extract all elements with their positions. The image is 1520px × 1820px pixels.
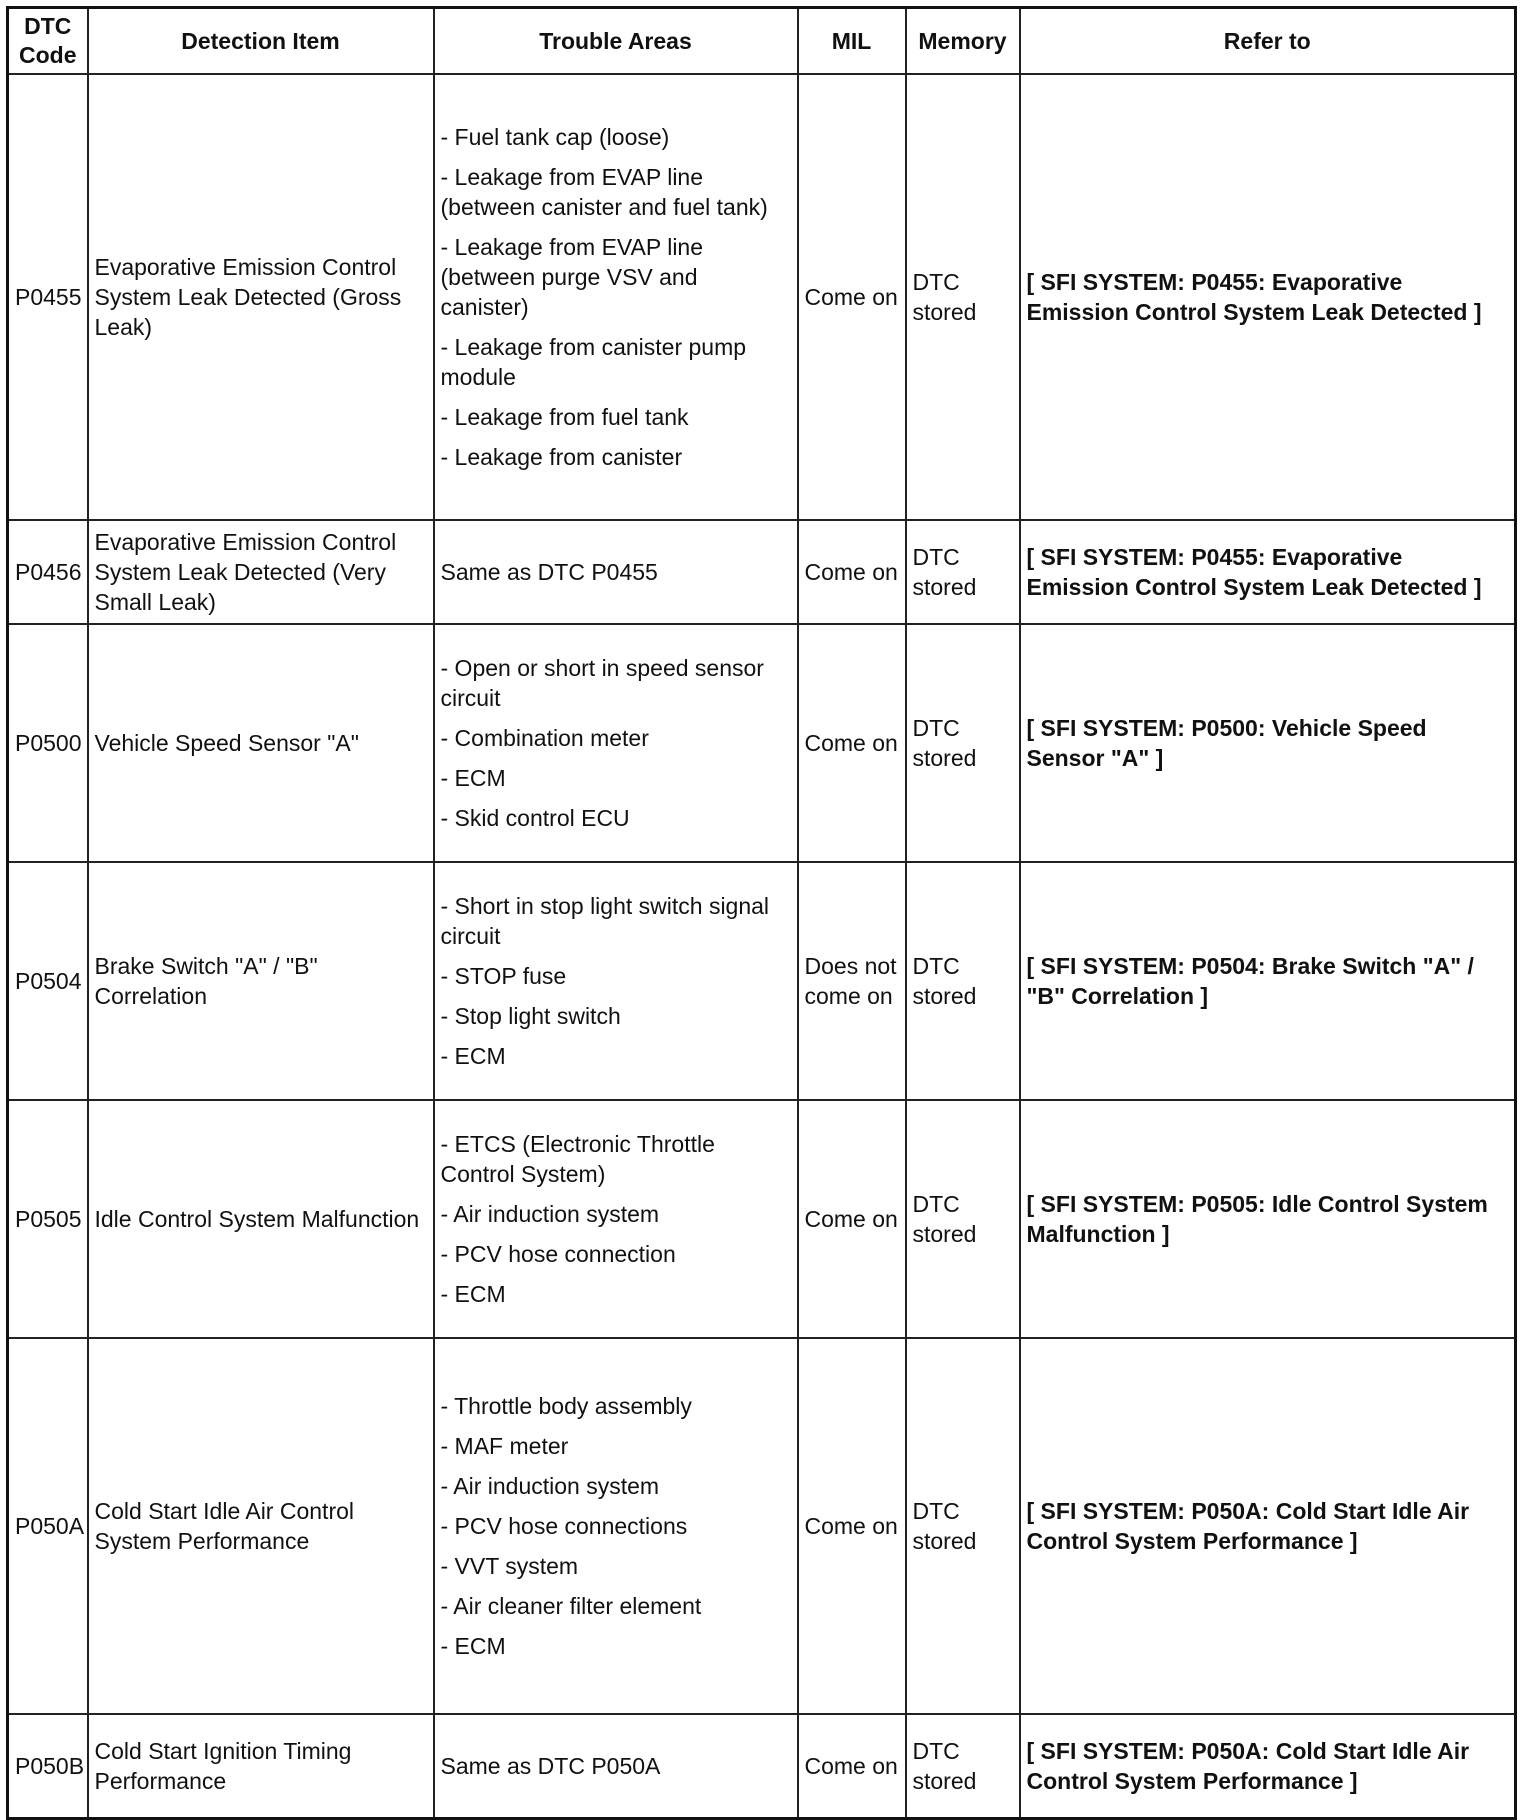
refer-to-cell: [ SFI SYSTEM: P0500: Vehicle Speed Sensor "A" ] bbox=[1020, 624, 1516, 862]
trouble-area-item: - Leakage from EVAP line (between canister and fuel tank) bbox=[440, 164, 768, 220]
mil-cell: Come on bbox=[798, 74, 906, 520]
mil-cell: Come on bbox=[798, 1100, 906, 1338]
memory-cell: DTC stored bbox=[906, 1100, 1020, 1338]
trouble-area-item: - Open or short in speed sensor circuit bbox=[440, 655, 764, 711]
detection-item-cell: Idle Control System Malfunction bbox=[88, 1100, 434, 1338]
memory-cell: DTC stored bbox=[906, 74, 1020, 520]
trouble-area-item: - VVT system bbox=[440, 1553, 579, 1579]
trouble-areas-cell bbox=[434, 74, 798, 520]
refer-to-cell: [ SFI SYSTEM: P050A: Cold Start Idle Air Control System Performance ] bbox=[1020, 1714, 1516, 1818]
trouble-area-item: - Combination meter bbox=[440, 725, 649, 751]
trouble-area-item: - Skid control ECU bbox=[440, 805, 630, 831]
table-header bbox=[8, 8, 1516, 75]
trouble-area-item: - Leakage from fuel tank bbox=[440, 404, 689, 430]
detection-item-cell: Brake Switch "A" / "B" Correlation bbox=[88, 862, 434, 1100]
trouble-area-item: - ETCS (Electronic Throttle Control System) bbox=[440, 1131, 715, 1187]
refer-to-cell: [ SFI SYSTEM: P050A: Cold Start Idle Air Control System Performance ] bbox=[1020, 1338, 1516, 1714]
header-mil: MIL bbox=[798, 8, 906, 75]
trouble-areas-cell bbox=[434, 1338, 798, 1714]
dtc-table bbox=[6, 6, 1517, 1820]
trouble-area-item: - PCV hose connection bbox=[440, 1241, 676, 1267]
trouble-area-item: - ECM bbox=[440, 765, 506, 791]
mil-cell: Come on bbox=[798, 624, 906, 862]
dtc-code-cell: P0505 bbox=[8, 1100, 88, 1338]
trouble-area-item: - Leakage from canister pump module bbox=[440, 334, 747, 390]
refer-to-cell: [ SFI SYSTEM: P0504: Brake Switch "A" / "B" Correlation ] bbox=[1020, 862, 1516, 1100]
trouble-area-item: - Fuel tank cap (loose) bbox=[440, 124, 670, 150]
table-body bbox=[8, 74, 1516, 1818]
header-trouble-areas: Trouble Areas bbox=[434, 8, 798, 75]
trouble-areas-cell bbox=[434, 1714, 798, 1818]
mil-cell: Come on bbox=[798, 1338, 906, 1714]
detection-item-cell: Evaporative Emission Control System Leak Detected (Very Small Leak) bbox=[88, 520, 434, 624]
trouble-areas-cell bbox=[434, 520, 798, 624]
trouble-area-item: - Leakage from canister bbox=[440, 444, 683, 470]
trouble-area-item: - Leakage from EVAP line (between purge VSV and canister) bbox=[440, 234, 704, 320]
trouble-area-item: - Air induction system bbox=[440, 1201, 660, 1227]
table-row bbox=[8, 520, 1516, 624]
header-memory: Memory bbox=[906, 8, 1020, 75]
dtc-code-cell: P050A bbox=[8, 1338, 88, 1714]
trouble-area-item: - STOP fuse bbox=[440, 963, 567, 989]
table-row bbox=[8, 624, 1516, 862]
trouble-area-item: - Air cleaner filter element bbox=[440, 1593, 702, 1619]
trouble-area-item: - MAF meter bbox=[440, 1433, 569, 1459]
dtc-code-cell: P0455 bbox=[8, 74, 88, 520]
header-row bbox=[8, 8, 1516, 75]
header-detection-item: Detection Item bbox=[88, 8, 434, 75]
memory-cell: DTC stored bbox=[906, 1338, 1020, 1714]
table-row bbox=[8, 862, 1516, 1100]
dtc-code-cell: P0456 bbox=[8, 520, 88, 624]
table-row bbox=[8, 1100, 1516, 1338]
refer-to-cell: [ SFI SYSTEM: P0505: Idle Control System Malfunction ] bbox=[1020, 1100, 1516, 1338]
dtc-code-cell: P050B bbox=[8, 1714, 88, 1818]
trouble-area-item: - Throttle body assembly bbox=[440, 1393, 692, 1419]
dtc-code-cell: P0504 bbox=[8, 862, 88, 1100]
table-row bbox=[8, 1714, 1516, 1818]
mil-cell: Come on bbox=[798, 1714, 906, 1818]
detection-item-cell: Evaporative Emission Control System Leak Detected (Gross Leak) bbox=[88, 74, 434, 520]
detection-item-cell: Cold Start Idle Air Control System Performance bbox=[88, 1338, 434, 1714]
trouble-area-item: - Short in stop light switch signal circuit bbox=[440, 893, 770, 949]
dtc-code-cell: P0500 bbox=[8, 624, 88, 862]
header-dtc-code: DTC Code bbox=[8, 8, 88, 75]
header-refer-to: Refer to bbox=[1020, 8, 1516, 75]
trouble-area-item: Same as DTC P0455 bbox=[440, 559, 658, 585]
trouble-area-item: - PCV hose connections bbox=[440, 1513, 688, 1539]
mil-cell: Come on bbox=[798, 520, 906, 624]
memory-cell: DTC stored bbox=[906, 520, 1020, 624]
trouble-area-item: - ECM bbox=[440, 1633, 506, 1659]
trouble-area-item: - Air induction system bbox=[440, 1473, 660, 1499]
trouble-area-item: - Stop light switch bbox=[440, 1003, 621, 1029]
trouble-areas-cell bbox=[434, 1100, 798, 1338]
trouble-area-item: - ECM bbox=[440, 1043, 506, 1069]
detection-item-cell: Vehicle Speed Sensor "A" bbox=[88, 624, 434, 862]
trouble-areas-cell bbox=[434, 862, 798, 1100]
table-row bbox=[8, 1338, 1516, 1714]
refer-to-cell: [ SFI SYSTEM: P0455: Evaporative Emission Control System Leak Detected ] bbox=[1020, 74, 1516, 520]
mil-cell: Does not come on bbox=[798, 862, 906, 1100]
detection-item-cell: Cold Start Ignition Timing Performance bbox=[88, 1714, 434, 1818]
trouble-areas-cell bbox=[434, 624, 798, 862]
table-row bbox=[8, 74, 1516, 520]
memory-cell: DTC stored bbox=[906, 624, 1020, 862]
trouble-area-item: Same as DTC P050A bbox=[440, 1752, 661, 1779]
refer-to-cell: [ SFI SYSTEM: P0455: Evaporative Emission Control System Leak Detected ] bbox=[1020, 520, 1516, 624]
memory-cell: DTC stored bbox=[906, 862, 1020, 1100]
trouble-area-item: - ECM bbox=[440, 1281, 506, 1307]
memory-cell: DTC stored bbox=[906, 1714, 1020, 1818]
